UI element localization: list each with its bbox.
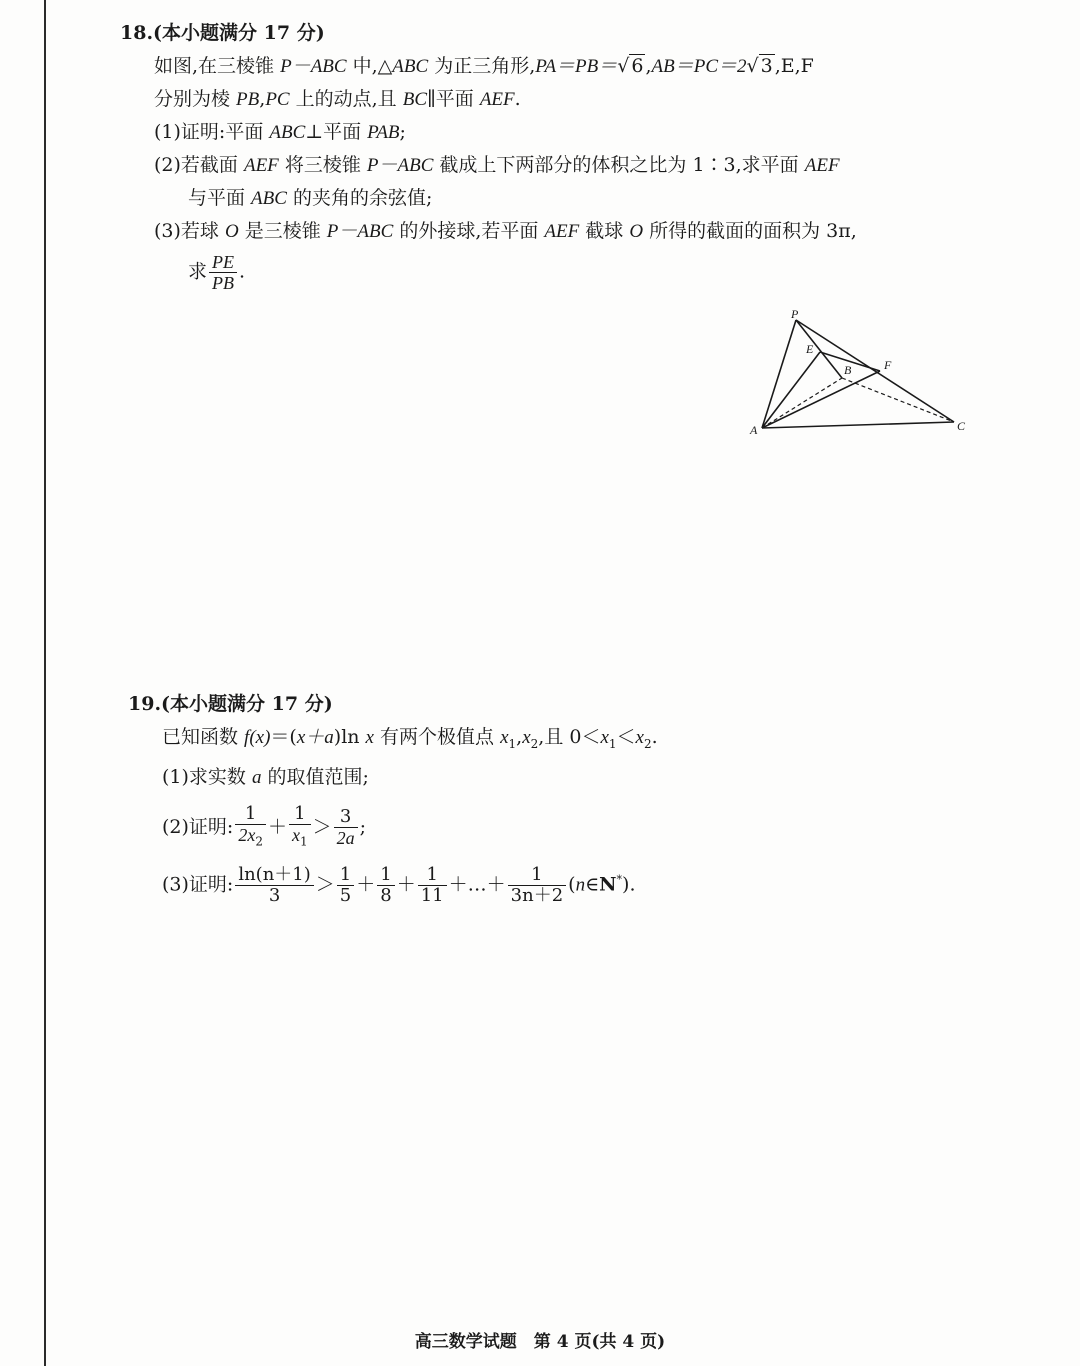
q18-part2: (2)若截面 AEF 将三棱锥 P－ABC 截成上下两部分的体积之比为 1∶3,求平面 AEF [154,154,840,176]
fraction-1-over-5: $\frac{1}{5}$ [337,865,354,906]
label-f: F [884,358,892,372]
q18-part3-cont: 求 $\frac{PE}{PB}$ . [188,252,246,293]
q18-part1: (1)证明:平面 ABC⊥平面 PAB; [154,121,406,143]
sqrt-symbol: √ [746,55,759,77]
fraction-1-over-2x2: $\frac{1}{2x_2}$ [235,804,266,852]
fraction-1-over-3n-plus-2: $\frac{1}{3n+2}$ [508,865,567,906]
page-margin-line [44,0,46,1366]
q18-header: 18.(本小题满分 17 分) [120,22,325,44]
label-b: B [844,363,852,377]
sqrt-symbol: √ [617,55,630,77]
fraction-ln-n-plus-1-over-3: $\frac{\ln(n+1)}{3}$ [235,865,313,906]
question-18 [120,17,1000,293]
q18-part3: (3)若球 O 是三棱锥 P－ABC 的外接球,若平面 AEF 截球 O 所得的截面的面积为 3π, [154,220,857,242]
fraction-pe-pb: $\frac{PE}{PB}$ [209,252,237,293]
q19-header: 19.(本小题满分 17 分) [128,693,333,715]
label-a: A [750,423,758,437]
fraction-3-over-2a: $\frac{3}{2a}$ [334,807,358,848]
segment-af [762,371,880,428]
q19-stem: 已知函数 f(x)＝(x＋a)ln x 有两个极值点 $x_1,x_2$,且 $0<x_1<x_2$. [162,726,658,751]
fraction-1-over-8: $\frac{1}{8}$ [377,865,394,906]
q19-part3: (3)证明: $\frac{\ln(n+1)}{3}$ ＞ $\frac{1}{5}$ ＋ $\frac{1}{8}$ ＋ $\frac{1}{11}$ ＋…＋ $\frac{1}{3n+2}$ (n∈N*). [162,864,636,907]
page-footer: 高三数学试题 第 4 页(共 4 页) [414,1332,666,1352]
q19-part2: (2)证明: $\frac{1}{2x_2}$ ＋ $\frac{1}{x_1}$ ＞ $\frac{3}{2a}$ ; [162,804,1008,852]
label-e: E [806,342,814,356]
edge-ac [762,422,954,428]
q18-stem-line2: 分别为棱 PB,PC 上的动点,且 BC∥平面 AEF. [154,88,521,110]
label-c: C [957,419,966,433]
fraction-1-over-x1: $\frac{1}{x_1}$ [289,804,311,852]
q18-part2-cont: 与平面 ABC 的夹角的余弦值; [188,187,433,209]
edge-pb [796,320,842,378]
edge-pc [796,320,954,422]
q19-part1: (1)求实数 a 的取值范围; [162,765,369,788]
edge-ab-hidden [762,378,842,428]
q18-stem-line1: 如图,在三棱锥 P－ABC 中,△ABC 为正三角形,PA＝PB＝√ 6 ,AB＝PC＝2√ 3 ,E,F [154,55,814,77]
edge-bc-hidden [842,378,954,422]
tetrahedron-figure [740,308,980,443]
label-p: P [791,308,799,321]
segment-ae [762,352,820,428]
question-19 [128,688,1008,906]
edge-pa [762,320,796,428]
fraction-1-over-11: $\frac{1}{11}$ [418,865,447,906]
